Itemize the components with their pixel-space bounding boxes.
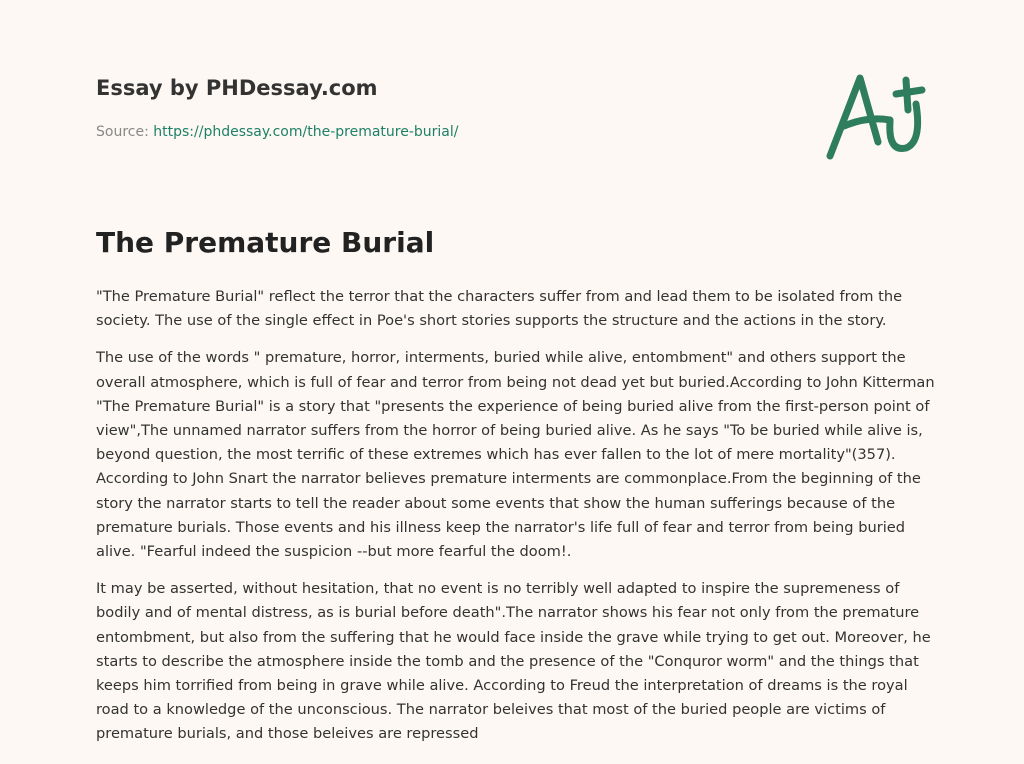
brand-title: Essay by PHDessay.com bbox=[96, 76, 378, 100]
source-line bbox=[96, 124, 459, 140]
a-plus-logo-icon bbox=[818, 64, 930, 164]
paragraph: "The Premature Burial" reflect the terror that the characters suffer from and lead them to be isolated from the society. The use of the single effect in Poe's short stories supports the structure and the actions in the story. bbox=[96, 288, 903, 330]
essay-body bbox=[96, 285, 936, 760]
header bbox=[96, 76, 378, 100]
essay-title: The Premature Burial bbox=[96, 226, 435, 259]
paragraph: The use of the words " premature, horror, interments, buried while alive, entombment" and others support the overall atmosphere, which is full of fear and terror from being not dead yet but buried.According to John Kitterman "The Premature Burial" is a story that "presents the experience of being buried alive from the first-person point of view",The unnamed narrator suffers from the horror of being buried alive. As he says "To be buried while alive is, beyond question, the most terrific of these extremes which has ever fallen to the lot of mere mortality"(357). According to John Snart the narrator believes premature interments are commonplace.From the beginning of the story the narrator starts to tell the reader about some events that show the human sufferings because of the premature burials. Those events and his illness keep the narrator's life full of fear and terror from being buried alive. "Fearful indeed the suspicion --but more fearful the doom!. bbox=[96, 349, 935, 561]
source-link[interactable]: https://phdessay.com/the-premature-burial/ bbox=[153, 124, 459, 140]
paragraph: It may be asserted, without hesitation, that no event is no terribly well adapted to inspire the supremeness of bodily and of mental distress, as is burial before death".The narrator shows his fear not only from the premature entombment, but also from the suffering that he would face inside the grave while trying to get out. Moreover, he starts to describe the atmosphere inside the tomb and the presence of the "Conquror worm" and the things that keeps him torrified from being in grave while alive. According to Freud the interpretation of dreams is the royal road to a knowledge of the unconscious. The narrator beleives that most of the buried people are victims of premature burials, and those beleives are repressed bbox=[96, 580, 931, 743]
source-label: Source: bbox=[96, 124, 149, 140]
